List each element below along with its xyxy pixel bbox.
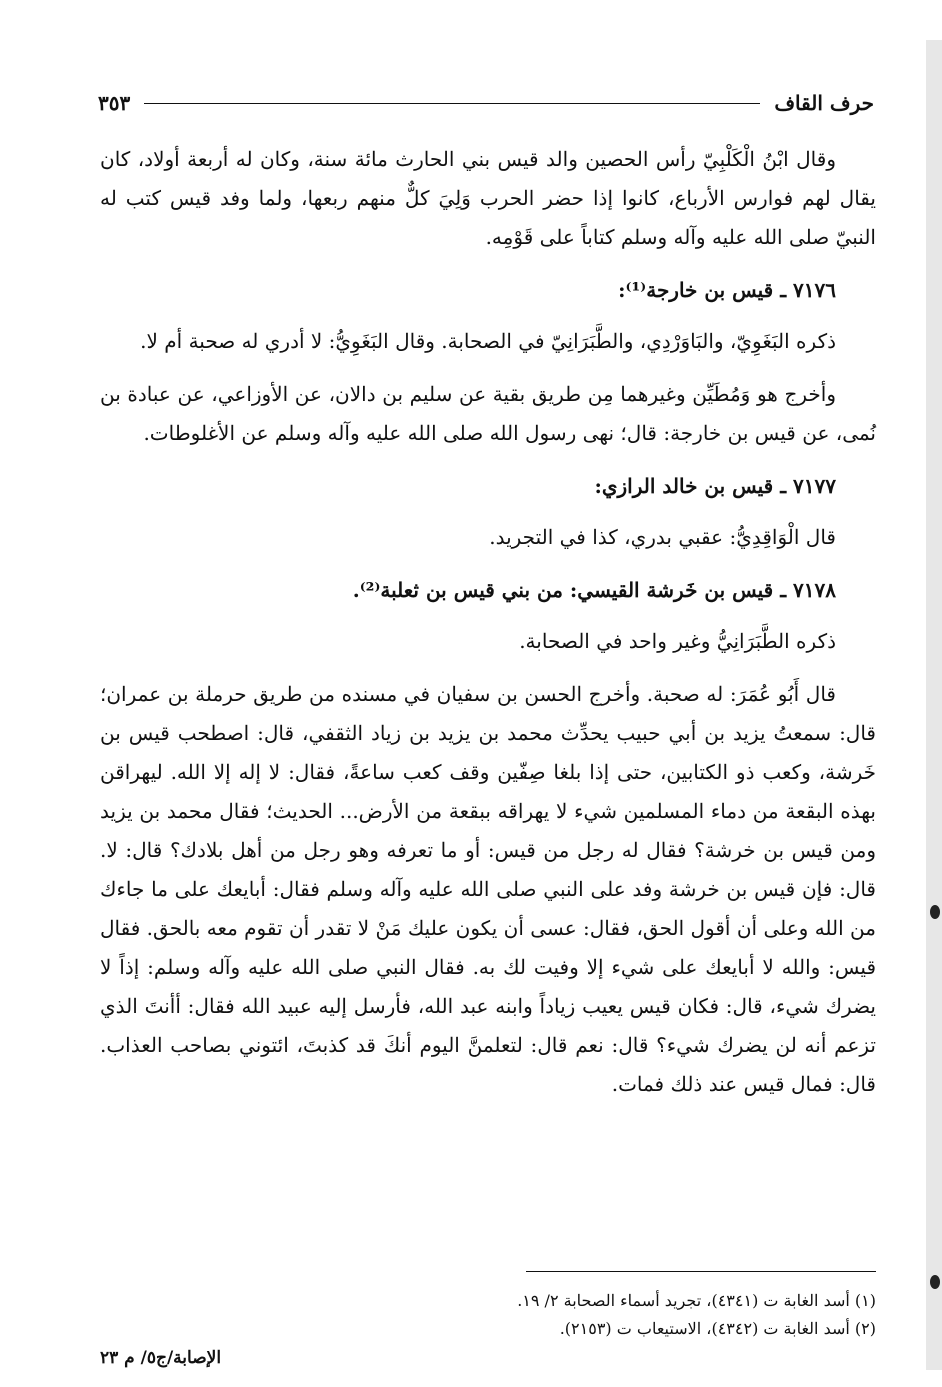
chapter-title: حرف القاف xyxy=(774,91,874,115)
paragraph-7178-tabarani: ذكره الطَّبَرَانِيُّ وغير واحد في الصحابة. xyxy=(519,629,836,653)
entry-heading-7177: ٧١٧٧ ـ قيس بن خالد الرازي: xyxy=(594,474,836,498)
paragraph-7176-hadith: وأخرج هو وَمُطَيِّن وغيرهما مِن طريق بقية عن سليم بن دالان، عن الأوزاعي، عن عبادة بن نُمى، عن قيس بن خارجة: قال؛ نهى رسول الله صلى الله عليه وآله وسلم عن الأغلوطات. xyxy=(100,382,876,445)
footnote-1: (١) أسد الغابة ت (٤٣٤١)، تجريد أسماء الصحابة ٢/ ١٩. xyxy=(517,1291,876,1310)
header-rule xyxy=(144,103,760,104)
footnote-separator xyxy=(526,1271,876,1272)
printer-signature: الإصابة/ج٥/ م ٢٣ xyxy=(100,1348,222,1368)
main-text xyxy=(100,140,876,1118)
footnote-2: (٢) أسد الغابة ت (٤٣٤٢)، الاستيعاب ت (٢١٥٣). xyxy=(559,1319,876,1338)
paragraph-kalbi: وقال ابْنُ الْكَلْبِيّ رأس الحصين والد قيس بني الحارث مائة سنة، وكان له أربعة أولاد، كان يقال لهم فوارس الأرباع، كانوا إذا حضر الحرب وَلِيَ كلٌّ منهم ربعها، ولما وفد قيس كتب له النبيّ صلى الله عليه وآله وسلم كتاباً على قَوْمِه. xyxy=(100,147,876,249)
page-header xyxy=(98,86,874,120)
edge-mark-mid xyxy=(930,905,940,919)
entry-heading-7178: ٧١٧٨ ـ قيس بن خَرشة القيسي: من بني قيس بن ثعلبة⁽²⁾. xyxy=(352,578,836,602)
paragraph-7176-sources: ذكره البَغَوِيّ، والبَاوَرْدِي، والطَّبَرَانِيّ في الصحابة. وقال البَغَوِيُّ: لا أدري له صحبة أم لا. xyxy=(140,329,836,353)
page-number: ٣٥٣ xyxy=(98,91,131,115)
paragraph-7178-narration: قال أَبُو عُمَرَ: له صحبة. وأخرج الحسن بن سفيان في مسنده من طريق حرملة بن عمران؛ قال: سمعتُ يزيد بن أبي حبيب يحدِّث محمد بن يزيد بن زياد الثقفي، قال: اصطحب قيس بن خَرشة، وكعب ذو الكتابين، حتى إذا بلغا صِفّين وقف كعب ساعةً، فقال: لا إله إلا الله. ليهراقن بهذه البقعة من دماء المسلمين شيء لا يهراقه ببقعة من الأرض... الحديث؛ فقال محمد بن يزيد ومن قيس بن خرشة؟ فقال له رجل من قيس: أو ما تعرفه وهو رجل من أهل بلادك؟ قال: لا. قال: فإن قيس بن خرشة وفد على النبي صلى الله عليه وآله وسلم فقال: أبايعك على ما جاءك من الله وعلى أن أقول الحق، فقال: عسى أن يكون عليك مَنْ لا تقدر أن تقوم معه بالحق. فقال قيس: والله لا أبايعك على شيء إلا وفيت لك به. فقال النبي صلى الله عليه وآله وسلم: إذاً لا يضرك شيء، قال: فكان قيس يعيب زياداً وابنه عبد الله، فأرسل إليه عبيد الله فقال: أأنتَ الذي تزعم أنه لن يضرك شيء؟ قال: نعم قال: لتعلمنَّ اليوم أنكَ قد كذبتَ، ائتوني بصاحب العذاب. قال: فمال قيس عند ذلك فمات. xyxy=(100,682,876,1096)
footnotes xyxy=(100,1287,876,1343)
page-edge-shadow xyxy=(926,40,942,1370)
entry-heading-7176: ٧١٧٦ ـ قيس بن خارجة⁽¹⁾: xyxy=(618,278,836,302)
edge-mark-bottom xyxy=(930,1275,940,1289)
paragraph-7177-waqidi: قال الْوَاقِدِيُّ: عقبي بدري، كذا في التجريد. xyxy=(489,525,836,549)
